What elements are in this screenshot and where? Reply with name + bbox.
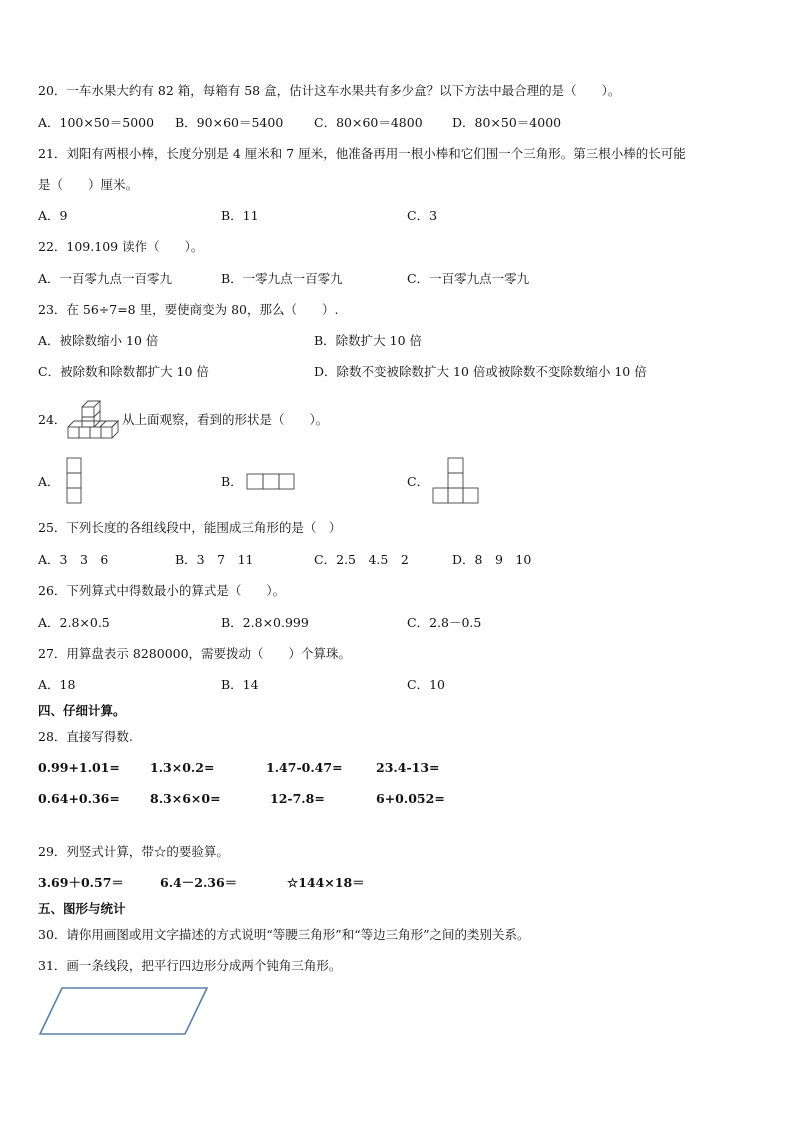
q25-option-b[interactable]: B．3 7 11 — [175, 552, 254, 567]
q29-calc-1: 3.69＋0.57＝ — [38, 875, 124, 890]
q24-number: 24． — [38, 412, 67, 427]
q23-stem: 23．在 56÷7=8 里，要使商变为 80，那么（ ）. — [38, 302, 339, 317]
q27-option-a[interactable]: A．18 — [38, 677, 76, 692]
q25-option-a[interactable]: A．3 3 6 — [38, 552, 109, 567]
q22-option-b[interactable]: B．一零九点一百零九 — [221, 271, 343, 286]
parallelogram-figure — [38, 986, 210, 1036]
q28-calc-2: 1.3×0.2= — [150, 760, 215, 775]
q23-option-d[interactable]: D．除数不变被除数扩大 10 倍或被除数不变除数缩小 10 倍 — [314, 364, 647, 379]
q20-option-b[interactable]: B．90×60＝5400 — [175, 115, 284, 130]
q24-cube-figure — [66, 393, 122, 445]
q21-option-b[interactable]: B．11 — [221, 208, 259, 223]
q21-stem-line2: 是（ ）厘米。 — [38, 177, 139, 192]
q28-calc-6: 8.3×6×0= — [150, 791, 221, 806]
q20-option-a[interactable]: A．100×50＝5000 — [38, 115, 155, 130]
q26-option-a[interactable]: A．2.8×0.5 — [38, 615, 110, 630]
q23-option-b[interactable]: B．除数扩大 10 倍 — [314, 333, 423, 348]
q26-option-c[interactable]: C．2.8－0.5 — [407, 615, 482, 630]
q28-calc-7: 12-7.8= — [270, 791, 325, 806]
q24-option-c-figure — [432, 457, 480, 505]
q21-option-a[interactable]: A．9 — [38, 208, 68, 223]
q22-option-a[interactable]: A．一百零九点一百零九 — [38, 271, 173, 286]
section-4-heading: 四、仔细计算。 — [38, 703, 126, 718]
q26-stem: 26．下列算式中得数最小的算式是（ ）。 — [38, 583, 286, 598]
q30-stem: 30．请你用画图或用文字描述的方式说明“等腰三角形”和“等边三角形”之间的类别关系。 — [38, 927, 530, 942]
q25-option-c[interactable]: C．2.5 4.5 2 — [314, 552, 409, 567]
q29-stem: 29．列竖式计算，带☆的要验算。 — [38, 844, 229, 859]
q20-stem: 20．一车水果大约有 82 箱，每箱有 58 盒，估计这车水果共有多少盒？以下方法中最合理的是（ ）。 — [38, 83, 621, 98]
q28-calc-4: 23.4-13= — [376, 760, 440, 775]
q28-calc-3: 1.47-0.47= — [266, 760, 343, 775]
q24-option-b-figure — [246, 473, 296, 491]
q27-option-c[interactable]: C．10 — [407, 677, 445, 692]
q20-option-c[interactable]: C．80×60＝4800 — [314, 115, 423, 130]
q27-option-b[interactable]: B．14 — [221, 677, 259, 692]
q25-option-d[interactable]: D．8 9 10 — [452, 552, 532, 567]
q28-calc-1: 0.99+1.01= — [38, 760, 120, 775]
q28-calc-8: 6+0.052= — [376, 791, 445, 806]
q28-stem: 28．直接写得数. — [38, 729, 133, 744]
q27-stem: 27．用算盘表示 8280000，需要拨动（ ）个算珠。 — [38, 646, 352, 661]
q31-stem: 31．画一条线段，把平行四边形分成两个钝角三角形。 — [38, 958, 342, 973]
q21-option-c[interactable]: C．3 — [407, 208, 438, 223]
q22-stem: 22．109.109 读作（ ）。 — [38, 239, 204, 254]
q29-calc-3: ☆144×18＝ — [287, 875, 365, 890]
q26-option-b[interactable]: B．2.8×0.999 — [221, 615, 309, 630]
q23-option-c[interactable]: C．被除数和除数都扩大 10 倍 — [38, 364, 209, 379]
q24-option-b[interactable]: B． — [221, 474, 243, 489]
q24-option-c[interactable]: C． — [407, 474, 430, 489]
q29-calc-2: 6.4－2.36＝ — [160, 875, 238, 890]
q24-option-a-figure — [66, 457, 82, 505]
q24-option-a[interactable]: A． — [38, 474, 60, 489]
q23-option-a[interactable]: A．被除数缩小 10 倍 — [38, 333, 159, 348]
q24-stem: 从上面观察，看到的形状是（ ）。 — [122, 412, 329, 427]
q22-option-c[interactable]: C．一百零九点一零九 — [407, 271, 530, 286]
q25-stem: 25．下列长度的各组线段中，能围成三角形的是（ ） — [38, 520, 342, 535]
q21-stem-line1: 21．刘阳有两根小棒，长度分别是 4 厘米和 7 厘米，他准备再用一根小棒和它们围一个三角形。第三根小棒的长可能 — [38, 146, 686, 161]
section-5-heading: 五、图形与统计 — [38, 901, 126, 916]
q20-option-d[interactable]: D．80×50＝4000 — [452, 115, 562, 130]
q28-calc-5: 0.64+0.36= — [38, 791, 120, 806]
